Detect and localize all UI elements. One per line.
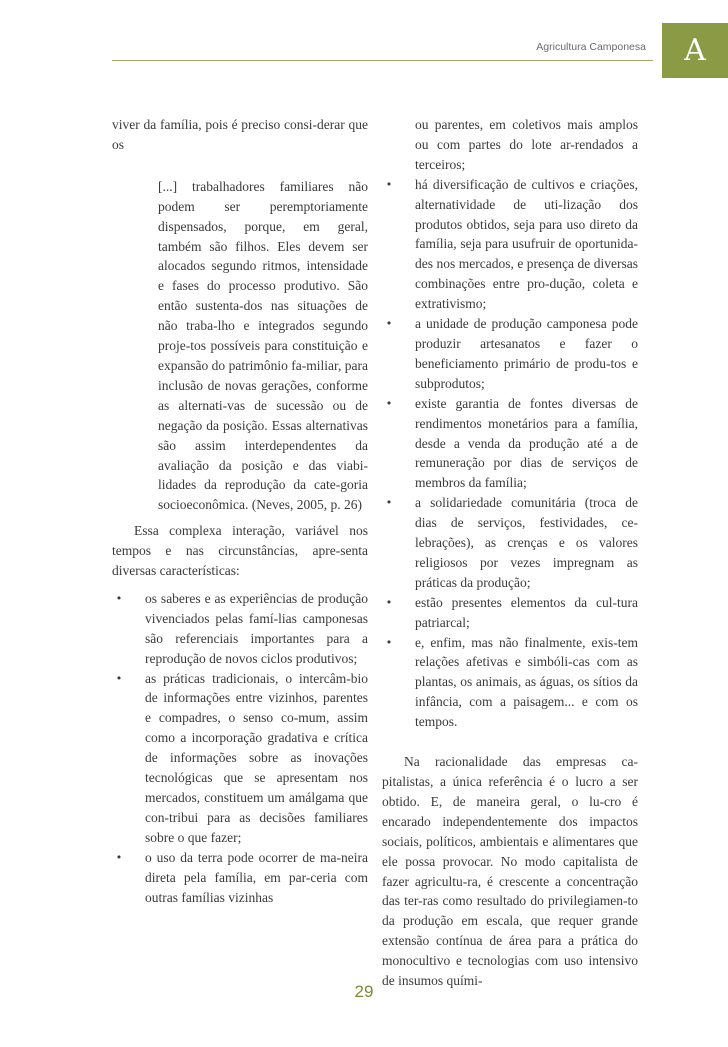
right-column [382, 115, 638, 991]
list-item [112, 848, 368, 908]
bullet-icon: • [115, 671, 123, 685]
list-item [382, 314, 638, 394]
list-item-text: existe garantia de fontes diversas de rendimentos monetários para a família, desde a venda da produção até a de remuneração por dias de serviços de membros da família; [415, 395, 638, 491]
header-rule [112, 60, 653, 61]
list-item [382, 394, 638, 494]
list-item-text: estão presentes elementos da cul-tura patriarcal; [415, 594, 638, 630]
list-item-text: os saberes e as experiências de produção vivenciados pelas famí-lias camponesas são referenciais importantes para a reprodução de novos ciclos produtivos; [145, 590, 368, 666]
page-number: 29 [354, 982, 374, 1001]
left-column [112, 115, 368, 907]
characteristics-list [112, 589, 368, 908]
intro-paragraph: viver da família, pois é preciso consi-derar que os [112, 117, 368, 152]
bullet-icon: • [385, 317, 393, 331]
list-item [382, 175, 638, 314]
list-item-text: e, enfim, mas não finalmente, exis-tem relações afetivas e simbóli-cas com as plantas, os animais, as águas, os sítios da infância, com a paisagem... e com os tempos. [415, 634, 638, 730]
list-item [112, 669, 368, 848]
list-item-text: as práticas tradicionais, o intercâm-bio de informações entre vizinhos, parentes e compadres, o senso co-mum, assim como a incorporação gradativa e crítica de informações sobre as inovações tecnológicas que se apresentam nos mercados, constituem um amálgama que con-tribui para as decisões familiares sobre o que fazer; [145, 670, 368, 845]
bullet-icon: • [385, 496, 393, 510]
body-paragraph: Na racionalidade das empresas ca-pitalistas, a única referência é o lucro a ser obtido. E, de maneira geral, o lu-cro é encarado independentemente dos impactos sociais, políticos, ambientais e alimentares que ele possa provocar. No modo capitalista de fazer agricultu-ra, é crescente a concentração das ter-ras como resultado do privilegiamen-to da produção em escala, que requer grande extensão contínua de área para a prática do monocultivo e tecnologias com uso intensivo de insumos quími- [382, 754, 638, 989]
block-quote: [...] trabalhadores familiares não podem ser peremptoriamente dispensados, porque, em geral, também são filhos. Eles devem ser alocados segundo ritmos, intensidade e fases do processo produtivo. São então sustenta-dos nas situações de não traba-lho e integrados segundo proje-tos possíveis para constituição e expansão do patrimônio fa-miliar, para inclusão de novas gerações, conforme as alternati-vas de sucessão ou de negação da posição. Essas alternativas são assim interdependentes da avaliação da posição e das viabi-lidades da reprodução da cate-goria socioeconômica. (Neves, 2005, p. 26) [158, 178, 368, 513]
list-item [382, 633, 638, 733]
list-item-text: há diversificação de cultivos e criações, alternatividade de uti-lização dos produtos obtidos, seja para uso direto da família, seja para usufruir de oportunida-des nos mercados, e presença de diversas combinações entre pro-dução, coleta e extrativismo; [415, 176, 638, 312]
list-item [382, 593, 638, 633]
section-letter-tab: A [662, 23, 728, 78]
bullet-icon: • [115, 591, 123, 605]
list-item-text: o uso da terra pode ocorrer de ma-neira direta pela família, em par-ceria com outras famílias vizinhas [145, 849, 368, 905]
list-item-text: a solidariedade comunitária (troca de dias de serviços, festividades, ce-lebrações), as crenças e os valores religiosos por vezes impregnam as práticas da produção; [415, 495, 638, 590]
bullet-icon: • [385, 635, 393, 649]
bullet-icon: • [385, 595, 393, 609]
characteristics-list-continued [382, 175, 638, 732]
list-item-text: a unidade de produção camponesa pode produzir artesanatos e fazer o beneficiamento primário de produ-tos e subprodutos; [415, 316, 638, 391]
bullet-icon: • [115, 850, 123, 864]
list-item [112, 589, 368, 669]
body-paragraph: Essa complexa interação, variável nos tempos e nas circunstâncias, apre-senta diversas características: [112, 523, 368, 579]
running-header-title: Agricultura Camponesa [536, 41, 646, 53]
list-item [382, 493, 638, 593]
bullet-icon: • [385, 177, 393, 191]
list-continuation: ou parentes, em coletivos mais amplos ou com partes do lote ar-rendados a terceiros; [415, 117, 638, 172]
bullet-icon: • [385, 396, 393, 410]
